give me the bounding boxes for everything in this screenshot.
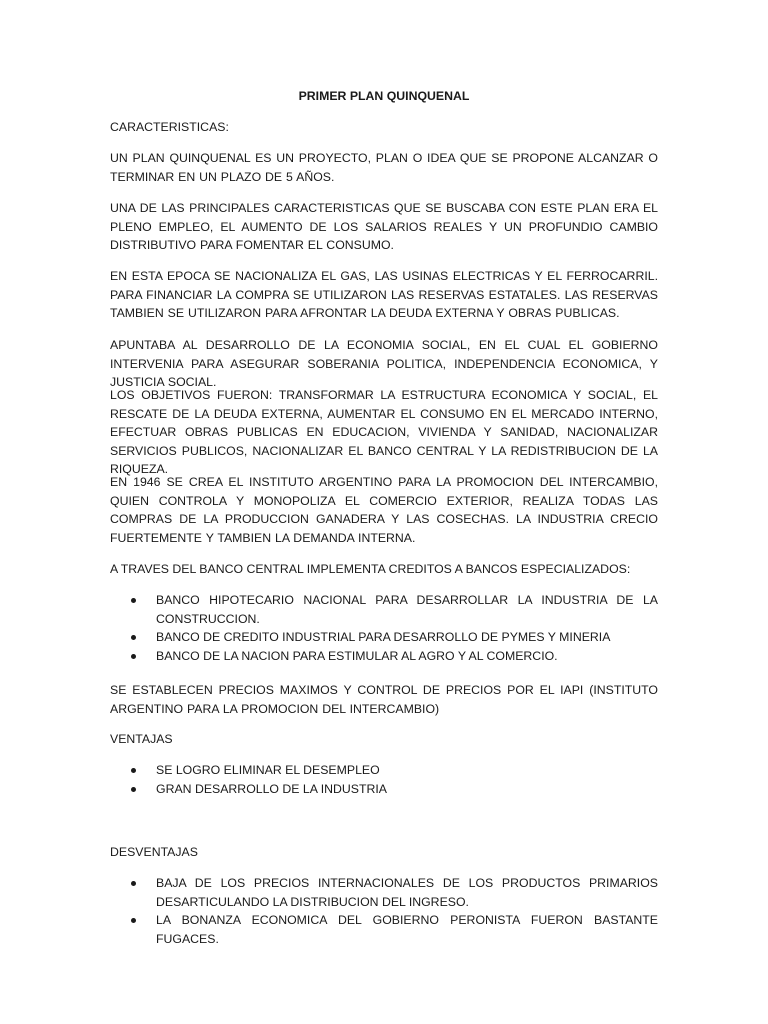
paragraph-objetivos: LOS OBJETIVOS FUERON: TRANSFORMAR LA ESTRUCTURA ECONOMICA Y SOCIAL, EL RESCATE DE LA DEUDA EXTERNA, AUMENTAR EL CONSUMO EN EL MERCADO INTERNO, EFECTUAR OBRAS PUBLICAS EN EDUCACION, VIVIENDA Y SANIDAD, NACIONALIZAR SERVICIOS PUBLICOS, NACIONALIZAR EL BANCO CENTRAL Y LA REDISTRIBUCION DE LA RIQUEZA. (110, 388, 658, 477)
paragraph-iapi: EN 1946 SE CREA EL INSTITUTO ARGENTINO PARA LA PROMOCION DEL INTERCAMBIO, QUIEN CONTROLA Y MONOPOLIZA EL COMERCIO EXTERIOR, REALIZA TODAS LAS COMPRAS DE LA PRODUCCION GANADERA Y LAS COSECHAS. LA INDUSTRIA CRECIO FUERTEMENTE Y TAMBIEN LA DEMANDA INTERNA. (110, 475, 658, 545)
desventajas-heading: DESVENTAJAS (110, 845, 198, 859)
list-item-text: BANCO DE CREDITO INDUSTRIAL PARA DESARROLLO DE PYMES Y MINERIA (156, 630, 611, 645)
bullet-icon (131, 635, 136, 640)
list-item-text: GRAN DESARROLLO DE LA INDUSTRIA (156, 781, 387, 796)
paragraph-precios: SE ESTABLECEN PRECIOS MAXIMOS Y CONTROL DE PRECIOS POR EL IAPI (INSTITUTO ARGENTINO PARA LA PROMOCION DEL INTERCAMBIO) (110, 683, 658, 716)
list-item (110, 647, 658, 666)
ventajas-list (110, 761, 658, 798)
bullet-icon (131, 881, 136, 886)
list-item (110, 911, 658, 948)
paragraph-definicion: UN PLAN QUINQUENAL ES UN PROYECTO, PLAN O IDEA QUE SE PROPONE ALCANZAR O TERMINAR EN UN PLAZO DE 5 AÑOS. (110, 151, 658, 184)
bullet-icon (131, 918, 136, 923)
paragraph-economia-social: APUNTABA AL DESARROLLO DE LA ECONOMIA SOCIAL, EN EL CUAL EL GOBIERNO INTERVENIA PARA ASEGURAR SOBERANIA POLITICA, INDEPENDENCIA ECONOMICA, Y JUSTICIA SOCIAL. (110, 338, 658, 390)
list-item-text: LA BONANZA ECONOMICA DEL GOBIERNO PERONISTA FUERON BASTANTE FUGACES. (156, 913, 658, 946)
list-item (110, 874, 658, 911)
bullet-icon (131, 598, 136, 603)
paragraph-nacionalizaciones: EN ESTA EPOCA SE NACIONALIZA EL GAS, LAS USINAS ELECTRICAS Y EL FERROCARRIL. PARA FINANCIAR LA COMPRA SE UTILIZARON LAS RESERVAS ESTATALES. LAS RESERVAS TAMBIEN SE UTILIZARON PARA AFRONTAR LA DEUDA EXTERNA Y OBRAS PUBLICAS. (110, 269, 658, 321)
bullet-icon (131, 787, 136, 792)
list-item-text: BAJA DE LOS PRECIOS INTERNACIONALES DE LOS PRODUCTOS PRIMARIOS DESARTICULANDO LA DISTRIBUCION DEL INGRESO. (156, 876, 658, 909)
list-item (110, 761, 658, 780)
list-item-text: SE LOGRO ELIMINAR EL DESEMPLEO (156, 763, 380, 777)
list-item-text: BANCO HIPOTECARIO NACIONAL PARA DESARROLLAR LA INDUSTRIA DE LA CONSTRUCCION. (156, 593, 658, 626)
caracteristicas-heading: CARACTERISTICAS: (110, 120, 229, 134)
list-item (110, 591, 658, 628)
list-item-text: BANCO DE LA NACION PARA ESTIMULAR AL AGRO Y AL COMERCIO. (156, 648, 558, 663)
bancos-list (110, 591, 658, 665)
desventajas-list (110, 874, 658, 948)
banco-central-intro: A TRAVES DEL BANCO CENTRAL IMPLEMENTA CREDITOS A BANCOS ESPECIALIZADOS: (110, 562, 631, 576)
list-item (110, 780, 658, 799)
ventajas-heading: VENTAJAS (110, 732, 173, 746)
list-item (110, 628, 658, 647)
bullet-icon (131, 768, 136, 773)
bullet-icon (131, 654, 136, 659)
document-title: PRIMER PLAN QUINQUENAL (298, 89, 470, 103)
paragraph-caracteristicas: UNA DE LAS PRINCIPALES CARACTERISTICAS QUE SE BUSCABA CON ESTE PLAN ERA EL PLENO EMPLEO, EL AUMENTO DE LOS SALARIOS REALES Y UN PROFUNDIO CAMBIO DISTRIBUTIVO PARA FOMENTAR EL CONSUMO. (110, 201, 658, 253)
